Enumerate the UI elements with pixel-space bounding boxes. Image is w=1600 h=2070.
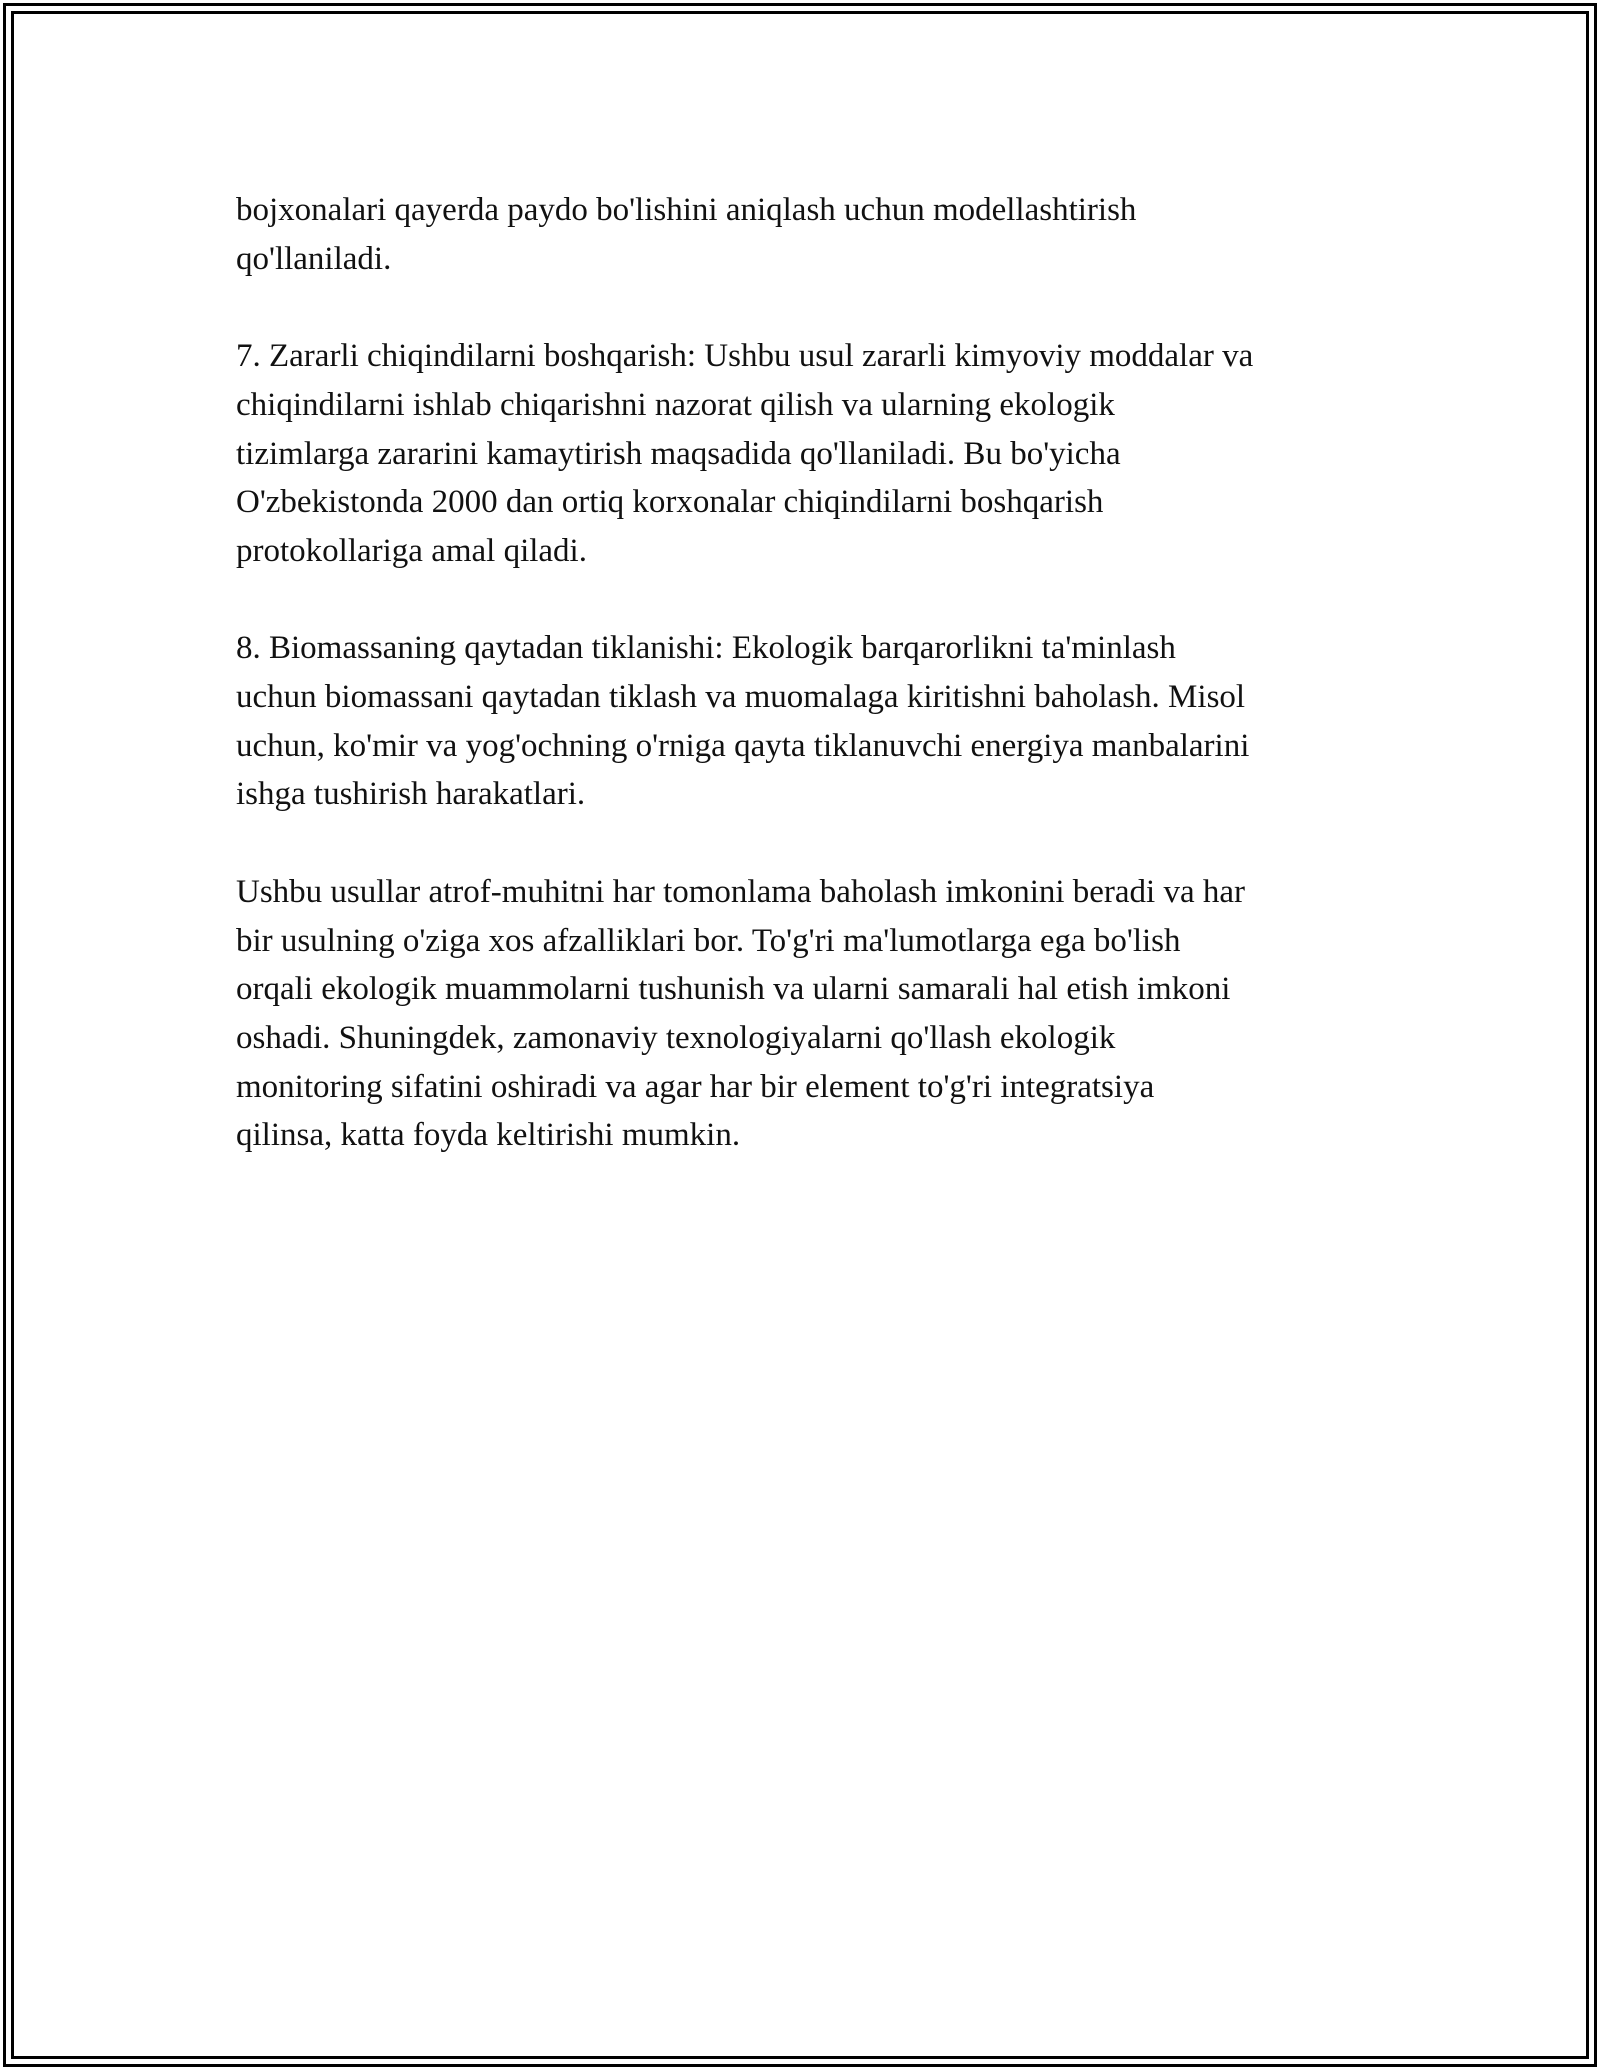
text-line: bojxonalari qayerda paydo bo'lishini aniqlash uchun modellashtirish — [236, 192, 1137, 228]
text-line: oshadi. Shuningdek, zamonaviy texnologiyalarni qo'llash ekologik — [236, 1019, 1116, 1056]
text-line: O'zbekistonda 2000 dan ortiq korxonalar chiqindilarni boshqarish — [236, 484, 1104, 521]
text-line: ishga tushirish harakatlari. — [236, 776, 586, 813]
text-line: uchun biomassani qaytadan tiklash va muomalaga kiritishni baholash. Misol — [236, 679, 1246, 715]
text-line: qo'llaniladi. — [236, 240, 392, 277]
paragraph-continuation — [236, 186, 1386, 283]
paragraph-item-8 — [236, 624, 1386, 819]
text-line: qilinsa, katta foyda keltirishi mumkin. — [236, 1117, 741, 1154]
text-line: 7. Zararli chiqindilarni boshqarish: Ushbu usul zararli kimyoviy moddalar va — [236, 338, 1254, 375]
text-line: uchun, ko'mir va yog'ochning o'rniga qayta tiklanuvchi energiya manbalarini — [236, 727, 1250, 764]
text-line: Ushbu usullar atrof-muhitni har tomonlama baholash imkonini beradi va har — [236, 873, 1246, 910]
text-line: chiqindilarni ishlab chiqarishni nazorat qilish va ularning ekologik — [236, 386, 1115, 423]
text-line: 8. Biomassaning qaytadan tiklanishi: Ekologik barqarorlikni ta'minlash — [236, 630, 1176, 667]
text-line: protokollariga amal qiladi. — [236, 532, 587, 569]
text-line: tizimlarga zararini kamaytirish maqsadida qo'llaniladi. Bu bo'yicha — [236, 435, 1121, 472]
text-line: orqali ekologik muammolarni tushunish va ularni samarali hal etish imkoni — [236, 971, 1231, 1008]
paragraph-item-7 — [236, 332, 1386, 576]
text-line: monitoring sifatini oshiradi va agar har bir element to'g'ri integratsiya — [236, 1068, 1155, 1105]
document-body — [236, 186, 1386, 1209]
paragraph-conclusion — [236, 868, 1386, 1160]
text-line: bir usulning o'ziga xos afzalliklari bor. To'g'ri ma'lumotlarga ega bo'lish — [236, 922, 1181, 959]
